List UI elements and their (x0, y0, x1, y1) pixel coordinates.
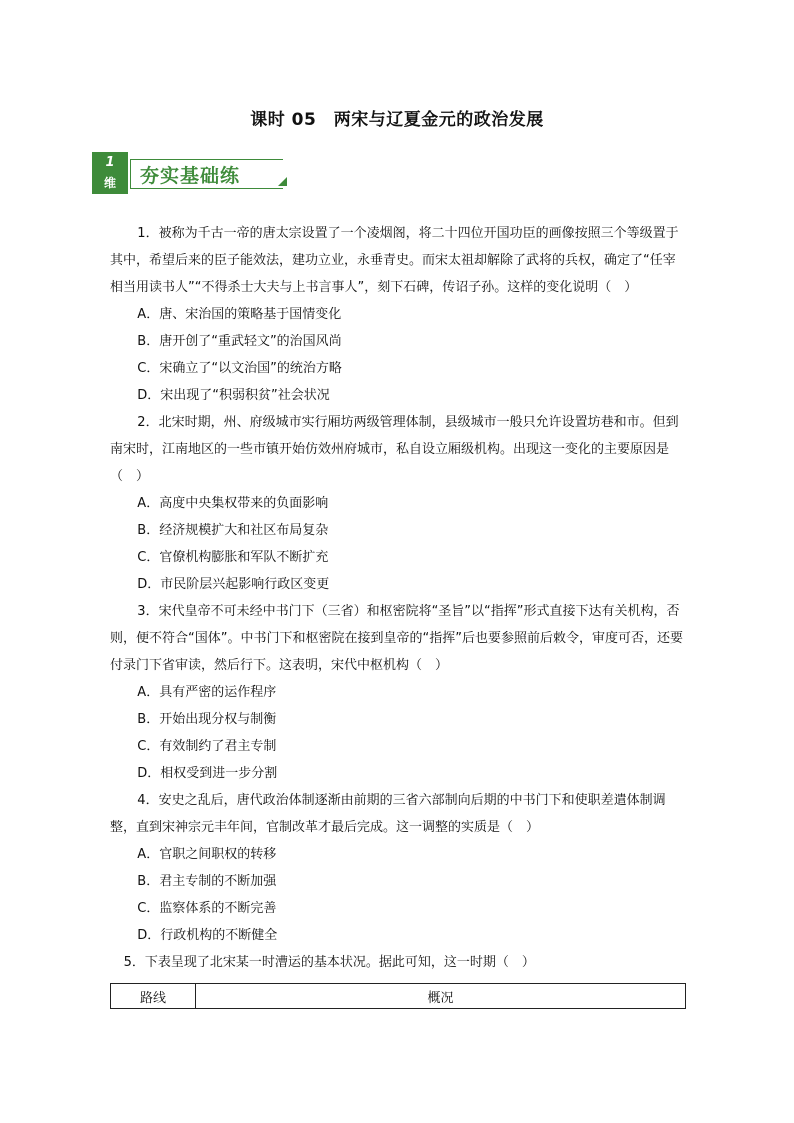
option-c: C．宋确立了“以文治国”的统治方略 (137, 361, 342, 376)
header-overview: 概况 (196, 984, 686, 1009)
option-b: B．君主专制的不断加强 (137, 874, 277, 889)
question-stem: 4．安史之乱后，唐代政治体制逐渐由前期的三省六部制向后期的中书门下和使职差遣体制调整，直到宋神宗元丰年间，官制改革才最后完成。这一调整的实质是（ ） (110, 793, 666, 835)
option-b: B．开始出现分权与制衡 (137, 712, 277, 727)
option-a: A．具有严密的运作程序 (137, 685, 277, 700)
table-header-row (111, 984, 686, 1009)
option-d: D．行政机构的不断健全 (137, 928, 278, 943)
option-c: C．有效制约了君主专制 (137, 739, 277, 754)
route-table (110, 983, 686, 1009)
option-a: A．高度中央集权带来的负面影响 (137, 496, 329, 511)
banner-number: 1 (105, 155, 115, 170)
option-a: A．唐、宋治国的策略基于国情变化 (137, 307, 342, 322)
question-2 (110, 409, 688, 598)
option-b: B．唐开创了“重武轻文”的治国风尚 (137, 334, 342, 349)
header-route: 路线 (111, 984, 196, 1009)
question-1 (110, 220, 688, 409)
question-3 (110, 598, 688, 787)
question-4 (110, 787, 688, 949)
banner-unit: 维 (103, 176, 116, 190)
question-5-stem: 5．下表呈现了北宋某一时漕运的基本状况。据此可知，这一时期（ ） (123, 955, 535, 970)
banner-label: 夯实基础练 (140, 165, 241, 187)
option-d: D．宋出现了“积弱积贫”社会状况 (137, 388, 330, 403)
question-list (110, 220, 688, 949)
option-a: A．官职之间职权的转移 (137, 847, 277, 862)
option-c: C．监察体系的不断完善 (137, 901, 277, 916)
banner-corner-triangle (278, 177, 287, 186)
section-banner (92, 152, 288, 194)
option-d: D．市民阶层兴起影响行政区变更 (137, 577, 330, 592)
option-b: B．经济规模扩大和社区布局复杂 (137, 523, 329, 538)
question-stem: 3．宋代皇帝不可未经中书门下（三省）和枢密院将“圣旨”以“指挥”形式直接下达有关机构，否则，便不符合“国体”。中书门下和枢密院在接到皇帝的“指挥”后也要参照前后敕令，审度可否，还要付录门下省审读，然后行下。这表明，宋代中枢机构（ ） (110, 604, 683, 673)
option-d: D．相权受到进一步分割 (137, 766, 278, 781)
page-title: 课时 05 两宋与辽夏金元的政治发展 (250, 110, 544, 130)
question-stem: 1．被称为千古一帝的唐太宗设置了一个凌烟阁，将二十四位开国功臣的画像按照三个等级置于其中，希望后来的臣子能效法，建功立业，永垂青史。而宋太祖却解除了武将的兵权，确定了“任宰相当用读书人”“不得杀士大夫与上书言事人”，刻下石碑，传诏子孙。这样的变化说明（ ） (110, 226, 679, 295)
question-stem: 2．北宋时期，州、府级城市实行厢坊两级管理体制，县级城市一般只允许设置坊巷和市。但到南宋时，江南地区的一些市镇开始仿效州府城市，私自设立厢级机构。出现这一变化的主要原因是（ ） (110, 415, 679, 484)
option-c: C．官僚机构膨胀和军队不断扩充 (137, 550, 329, 565)
